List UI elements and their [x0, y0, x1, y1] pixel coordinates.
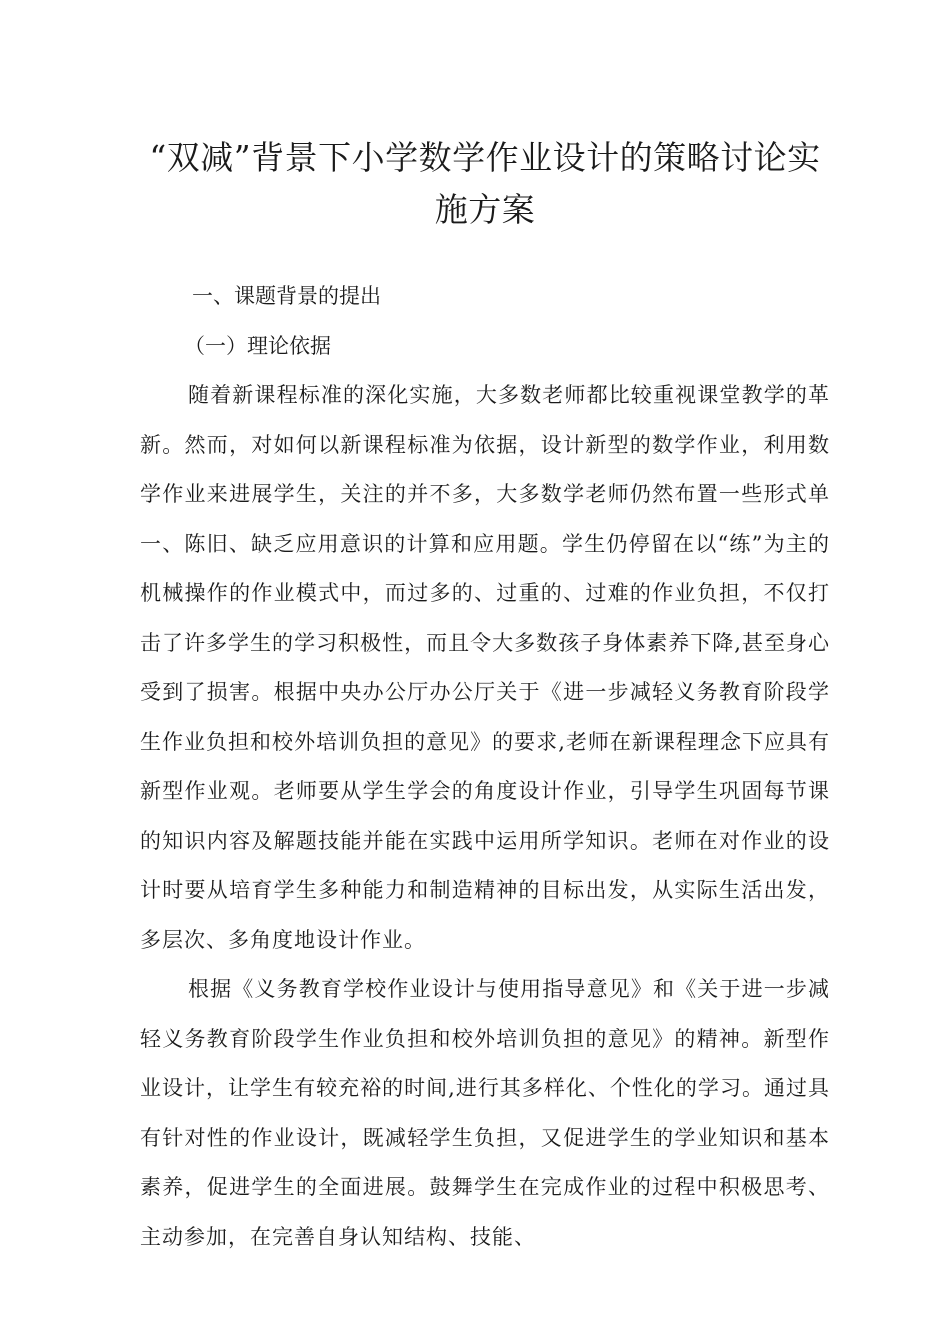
section-heading: 一、课题背景的提出 [192, 284, 381, 308]
paragraph: 随着新课程标准的深化实施，大多数老师都比较重视课堂教学的革新。然而，对如何以新课程标准为依据，设计新型的数学作业，利用数学作业来进展学生，关注的并不多，大多数学老师仍然布置一些形式单一、陈旧、缺乏应用意识的计算和应用题。学生仍停留在以“练”为主的机械操作的作业模式中，而过多的、过重的、过难的作业负担，不仅打击了许多学生的学习积极性，而且令大多数孩子身体素养下降,甚至身心受到了损害。根据中央办公厅办公厅关于《进一步减轻义务教育阶段学生作业负担和校外培训负担的意见》的要求,老师在新课程理念下应具有新型作业观。老师要从学生学会的角度设计作业，引导学生巩固每节课的知识内容及解题技能并能在实践中运用所学知识。老师在对作业的设计时要从培育学生多种能力和制造精神的目标出发，从实际生活出发，多层次、多角度地设计作业。 [140, 383, 830, 952]
document-title: “双减”背景下小学数学作业设计的策略讨论实施方案 [149, 138, 821, 229]
paragraph: 根据《义务教育学校作业设计与使用指导意见》和《关于进一步减轻义务教育阶段学生作业负担和校外培训负担的意见》的精神。新型作业设计，让学生有较充裕的时间,进行其多样化、个性化的学习。通过具有针对性的作业设计，既减轻学生负担，又促进学生的学业知识和基本素养，促进学生的全面进展。鼓舞学生在完成作业的过程中积极思考、主动参加，在完善自身认知结构、技能、 [140, 977, 830, 1249]
subsection-heading: （一）理论依据 [184, 333, 331, 358]
document-body [140, 272, 830, 1262]
